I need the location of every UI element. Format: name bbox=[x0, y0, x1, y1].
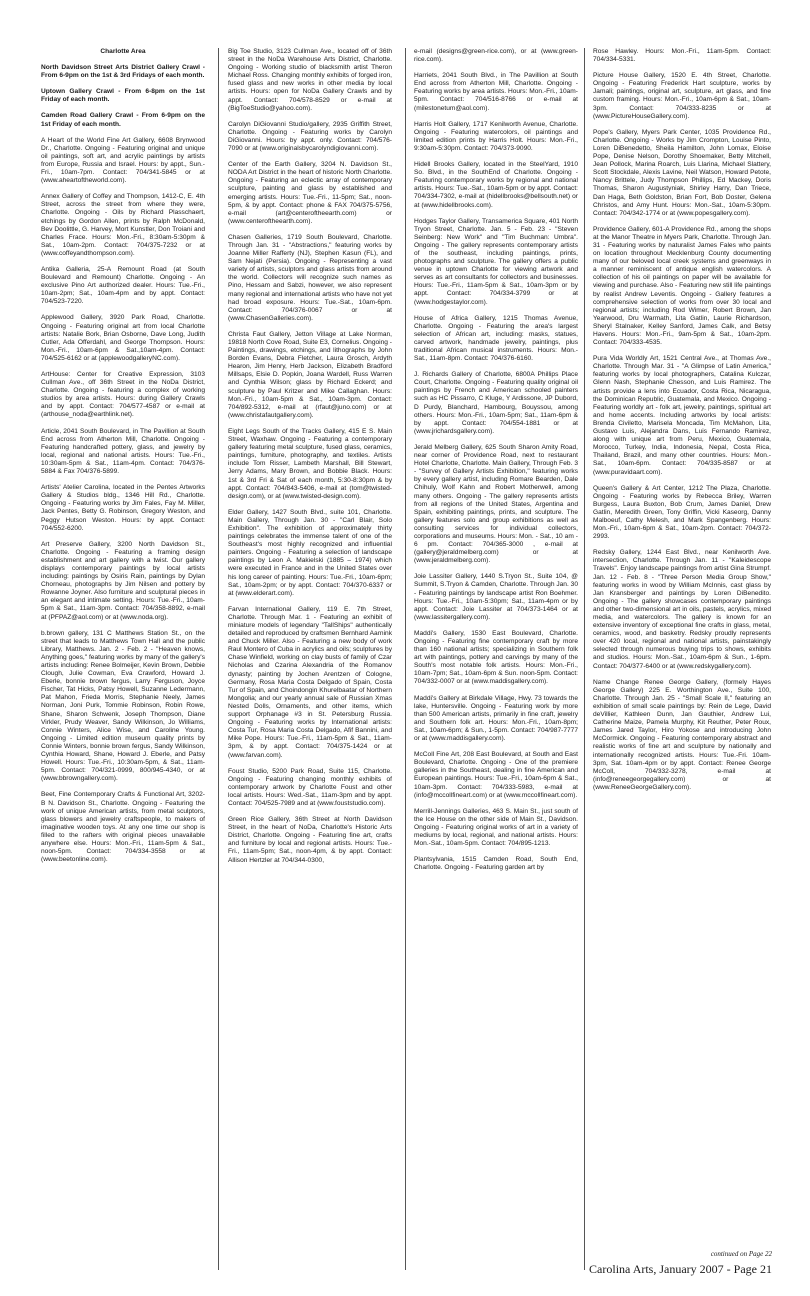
listing-entry: Picture House Gallery, 1520 E. 4th Street, Charlotte. Ongoing - Featuring Frederick Hart sculpture, works by Jamali; paintings, original art, sculpture, art glass, and fine custom framing. Hours: Mon.-Fri., 10am-6pm & Sat., 10am-3pm. Contact: 704/333-8235 or at (www.PictureHouseGallery.com). bbox=[593, 72, 771, 120]
listing-entry: Merrill-Jennings Galleries, 463 S. Main St., just south of the Ice House on the other side of Main St., Davidson. Ongoing - Featuring original works of art in a variety of mediums by local, regional, and national artists. Hours: Mon.-Sat., 10am-5pm. Contact: 704/895-1213. bbox=[414, 807, 578, 848]
listing-entry: North Davidson Street Arts District Gallery Crawl - From 6-9pm on the 1st & 3rd Fridays of each month. bbox=[41, 64, 205, 80]
listing-entry: e-mail (designs@green-rice.com), or at (www.green-rice.com). bbox=[414, 48, 578, 64]
listing-entry: Annex Gallery of Coffey and Thompson, 1412-C, E. 4th Street, across the street from where they were, Charlotte. Ongoing - Oils by Richard Plasschaert, etchings by Gordon Allen, prints by Ralph McDonald, Bev Doolittle, G. Harvey, Mort Kunstler, Don Troiani and Charles Frace. Hours: Mon.-Fri., 8:30am-5:30pm & Sat., 10am-2pm. Contact: 704/375-7232 or at (www.coffeyandthompson.com). bbox=[41, 193, 205, 257]
listing-entry: McColl Fine Art, 208 East Boulevard, at South and East Boulevard, Charlotte. Ongoing - One of the premiere galleries in the Southeast, dealing in fine American and European paintings. Hours: Tue.-Fri., 10am-6pm & Sat., 10am-3pm. Contact: 704/333-5983, e-mail at (info@mccollfineart.com) or at (www.mccollfineart.com). bbox=[414, 751, 578, 799]
listing-entry: Eight Legs South of the Tracks Gallery, 415 E S. Main Street, Waxhaw. Ongoing - Featuring a contemporary gallery featuring metal sculpture, fused glass, ceramics, paintings, furniture, photography, and textiles. Artists include Tom Risser, Lambeth Marshall, Bill Stewart, Jerry Adams, Mary Brown, and Bobbie Black. Hours: 1st & 3rd Fri & Sat of each month, 5:30-8:30pm & by appt. Contact: 704/843-5406, e-mail at (tom@twisted-design.com), or at (www.twisted-design.com). bbox=[228, 427, 392, 500]
listing-entry: J. Richards Gallery of Charlotte, 6800A Phillips Place Court, Charlotte. Ongoing - Featuring quality original oil paintings by French and American schooled painters such as HC Pissarro, C Kluge, Y Ardissone, JP Dubord, D Purdy, Blanchard, Hambourg, Bouyssou, among others. Hours: Mon.-Fri., 10am-5pm; Sat., 11am-6pm & by appt. Contact: 704/554-1881 or at (www.jrichardsgallery.com). bbox=[414, 371, 578, 435]
listing-entry: Uptown Gallery Crawl - From 6-8pm on the 1st Friday of each month. bbox=[41, 88, 205, 104]
listing-entry: Rose Hawley. Hours: Mon.-Fri., 11am-5pm. Contact: 704/334-5331. bbox=[593, 48, 771, 64]
listing-entry: Maddi's Gallery, 1530 East Boulevard, Charlotte. Ongoing - Featuring fine contemporary craft by more than 160 national artists; specializing in Southern folk art with paintings, pottery and carvings by many of the South's most notable folk artists. Hours: Mon.-Fri., 10am-7pm; Sat., 10am-6pm & Sun. noon-5pm. Contact: 704/332-0007 or at (www.maddisgallery.com). bbox=[414, 629, 578, 686]
listing-entry: Carolyn DiGiovanni Studio/gallery, 2935 Griffith Street, Charlotte. Ongoing - Featuring works by Carolyn DiGiovanni. Hours: by appt. only. Contact: 704/576-7090 or at (www.originalsbycarolyndigiovanni.com). bbox=[228, 120, 392, 153]
listing-entry: Pura Vida Worldly Art, 1521 Central Ave., at Thomas Ave., Charlotte. Through Mar. 31 - "A Glimpse of Latin America," featuring works by local photographers, Catalina Kulczar, Glenn Nash, Stephanie Chesson, and Luis Ramirez. The artists provide a lens into Ecuador, Costa Rica, Nicaragua, the Dominican Republic, Guatemala, and Mexico. Ongoing - Featuring worldly art - folk art, jewelry, paintings, spiritual art and home accents. Including artworks by local artists: Brenda Civiletto, Marisela Moncada, Tim McMahon, Lita, Gustavo Luis, Alejandra Dans, Luis Fernando Ramirez, along with unique art from Peru, Mexico, Guatemala, Morocco, Turkey, India, Indonesia, Nepal, Costa Rica, Thailand, Brazil, and many other countries. Hours: Mon.-Sat., 10am-6pm. Contact: 704/335-8587 or at (www.puravidaart.com). bbox=[593, 355, 771, 476]
listing-entry: Big Toe Studio, 3123 Cullman Ave., located off of 36th street in the NoDa Warehouse Arts District, Charlotte. Ongoing - Working studio of blacksmith artist Theron Michael Ross. Changing monthly exhibits of forged iron, fused glass and new works in other media by local artists. Hours: open for NoDa Gallery Crawls and by appt. Contact: 704/578-8529 or e-mail at (BigToeStudio@yahoo.com). bbox=[228, 48, 392, 112]
listing-entry: Jerald Melberg Gallery, 625 South Sharon Amity Road, near corner of Providence Road, next to restaurant Hotel Charlotte, Charlotte. Main Gallery, Through Feb. 3 - "Survey of Gallery Artists Exhibition," featuring works by every gallery artist, including Romare Bearden, Dale Chihuly, Wolf Kahn and Robert Motherwell, among many others. Ongoing - The gallery represents artists from all regions of the United States, Argentina and Spain, exhibiting paintings, prints, and sculpture. The gallery features solo and group exhibitions as well as consulting services for individual collectors, corporations and museums. Hours: Mon. - Sat., 10 am - 6 pm. Contact: 704/365-3000 , e-mail at (gallery@jeraldmelberg.com) or at (www.jeraldmelberg.com). bbox=[414, 443, 578, 565]
listing-entry: House of Africa Gallery, 1215 Thomas Avenue, Charlotte. Ongoing - Featuring the area's largest selection of African art, including: masks, statues, carved artwork, handmade jewelry, paintings, plus traditional African musical instruments. Hours: Mon.-Sat., 11am-8pm. Contact: 704/376-6160. bbox=[414, 314, 578, 363]
listing-column-4 bbox=[593, 48, 771, 1270]
listing-entry: ArtHouse: Center for Creative Expression, 3103 Cullman Ave., off 36th Street in the NoDa District, Charlotte. Ongoing - featuring a complex of working studios by area artists. Hours: during Gallery Crawls and by appt. Contact: 704/577-4587 or e-mail at (arthouse_noda@earthlink.net). bbox=[41, 371, 205, 419]
listing-entry: Chasen Galleries, 1719 South Boulevard, Charlotte. Through Jan. 31 - "Abstractions," featuring works by Joanne Miller Rafferty (NJ), Stephen Kasun (FL), and Sam Nejati (Persia). Ongoing - Representing a vast variety of artists, sculptors and glass artists from around the world. Collectors will recognize such names as Pino, Hessam and Sabzi, however, we also represent many regional and international artists who have not yet had broad exposure. Hours: Tue.-Sat., 10am-6pm. Contact: 704/376-0067 or at (www.ChasenGalleries.com). bbox=[228, 233, 392, 322]
listing-entry: Joie Lassiter Gallery, 1440 S.Tryon St., Suite 104, @ Summit, S.Tryon & Camden, Charlotte. Through Jan. 30 - Featuring paintings by landscape artist Ron Boehmer. Hours: Tue.-Fri., 10am-5:30pm; Sat., 11am-4pm or by appt. Contact: Joie Lassiter at 704/373-1464 or at (www.lassitergallery.com). bbox=[414, 573, 578, 621]
listing-entry: Antika Galleria, 25-A Remount Road (at South Boulevard and Remount) Charlotte. Ongoing - An exclusive Pino Art authorized dealer. Hours: Tue.-Fri., 10am-2pm; Sat., 10am-4pm and by appt. Contact: 704/523-7220. bbox=[41, 265, 205, 306]
listing-entry: Harris Holt Gallery, 1717 Kenilworth Avenue, Charlotte. Ongoing - Featuring watercolors, oil paintings and limited edition prints by Harris Holt. Hours: Mon.-Fri., 9:30am-5:30pm. Contact: 704/373-9090. bbox=[414, 120, 578, 152]
column-divider bbox=[584, 48, 585, 1270]
listing-entry: Artists' Atelier Carolina, located in the Pentes Artworks Gallery & Studios bldg., 1346 Hill Rd., Charlotte. Ongoing - Featuring works by Jim Fales, Fay M. Miller, Jack Pentes, Betty G. Robinson, Gregory Weston, and Peggy Hutson Weston. Hours: by appt. Contact: 704/552-6200. bbox=[41, 484, 205, 532]
page-masthead: Carolina Arts, January 2007 - Page 21 bbox=[589, 1262, 772, 1276]
listing-entry: Farvan International Gallery, 119 E. 7th Street, Charlotte. Through Mar. 1 - Featuring an exhibit of miniature models of legendary "TallShips" authentically detailed and reproduced by craftsmen Bernhard Aarnink and Chuck Miller. Also - Featuring a new body of work Raul Montero of Cuba in acrylics and oils; sculptures by Chase Winfield, working on clay busts of family of Czar Nicholas and Czarina Alexandria of the Romanov dynasty; painting by Jochen Arentzen of Cologne, Germany, Rosa Maria Costa Delgado of Spain, Costa Tur of Spain, and Choindongin Khurelbaatar of Northern Mongolia; and our yearly annual sale of Russian Xmas Nested Dolls, Ornaments, and other items, which support Orphanage #3 in St. Petersburg Russia. Ongoing - Featuring works by International artists: Costa Tur, Rosa Maria Costa Delgado, Afif Bannini, and Mike Pope. Hours: Tue.-Fri., 11am-5pm & Sat., 11am-3pm, & by appt. Contact: 704/375-1424 or at (www.farvan.com). bbox=[228, 605, 392, 759]
listing-entry: Pope's Gallery, Myers Park Center, 1035 Providence Rd., Charlotte. Ongoing - Works by Jim Crompton, Louise Pinto, Loren DiBenedetto, Sheila Hamilton, John Lomax, Eloise Pope, Denise Nelson, Dorothy Shoemaker, Betty Mitchell, Jean Pollock, Marina Roarch, Luis Llarina, Michael Slattery, Scott Stockdale, Alexis Lavine, Neil Watson, Howard Petote, Nancy Brittele, Judy Thompson Phillips, Ed Mackey, Doris Thomas, Sharon Augustyniak, Shirley Harry, Dan Triece, Dan Haga, Beth Goldston, Brian Fort, Bob Doster, Gelena Christos, and Amy Hunt. Hours: Mon.-Sat., 10am-5:30pm. Contact: 704/342-1774 or at (www.popesgallery.com). bbox=[593, 128, 771, 217]
listing-entry: Christa Faut Gallery, Jetton Village at Lake Norman, 19818 North Cove Road, Suite E3, Cornelius. Ongoing - Paintings, drawings, etchings, and lithographs by John Borden Evans, Debra Fletcher, Laura Grosch, Ardyth Hearon, Jim Henry, Herb Jackson, Elizabeth Bradford Millsaps, Elsie D. Popkin, Joana Wardell, Russ Warren and Cynthia Wilson; glass by Richard Eckerd; and sculpture by Paul Kritzer and Mike Callaghan. Hours: Mon.-Fri., 10am-5pm & Sat., 10am-3pm. Contact: 704/892-5312, e-mail at (rfaut@juno.com) or at (www.christafautgallery.com). bbox=[228, 330, 392, 419]
listing-column-2 bbox=[228, 48, 392, 1270]
listing-column-1 bbox=[41, 48, 205, 1270]
listing-entry: Hidell Brooks Gallery, located in the SteelYard, 1910 So. Blvd., in the SouthEnd of Charlotte. Ongoing - Featuring contemporary works by regional and national artists. Hours: Tue.-Sat., 10am-5pm or by appt. Contact: 704/334-7302, e-mail at (hidellbrooks@bellsouth.net) or at (www.hidellbrooks.com). bbox=[414, 161, 578, 209]
listing-entry: Center of the Earth Gallery, 3204 N. Davidson St., NODA Art District in the heart of historic North Charlotte. Ongoing - Featuring an eclectic array of contemporary sculpture, painting and glass by established and emerging artists. Hours: Tue.-Fri., 11-5pm; Sat., noon-5pm, & by appt. Contact: phone & FAX 704/375-5756, e-mail (art@centeroftheearth.com) or (www.centeroftheearth.com). bbox=[228, 161, 392, 225]
listing-entry: Providence Gallery, 601-A Providence Rd., among the shops at the Manor Theatre in Myers Park, Charlotte. Through Jan. 31 - Featuring works by naturalist James Fales who paints on location throughout Mecklenburg County documenting many of our beloved local creek systems and greenways in a manner reminiscent of antique english watercolors. A collection of his oil paintings on paper will be available for viewing and purchase. Also - Featuring new still life paintings by realist Andrew Leventis. Ongoing - Gallery features a comprehensive selection of works from over 30 local and regional artists; including Rod Wimer, Robert Brown, Jan Yearwood, Dru Warmath, Lita Gatlin, Laurie Richardson, Sheryl Stalnaker, Kelley Sanford, James Calk, and Betsy Havens. Hours: Mon.-Fri., 9am-5pm & Sat., 10am-2pm. Contact: 704/333-4535. bbox=[593, 225, 771, 347]
listing-entry: Beet, Fine Contemporary Crafts & Functional Art, 3202-B N. Davidson St., Charlotte. Ongoing - Featuring the work of unique American artists, from metal sculptors, glass blowers and jewelry craftspeople, to makers of imaginative wooden toys. At any one time our shop is filled to the rafters with original pieces unavailable anywhere else. Hours: Mon.-Fri., 11am-5pm & Sat., noon-5pm. Contact: 704/334-3558 or at (www.beetonline.com). bbox=[41, 791, 205, 864]
listing-entry: Camden Road Gallery Crawl - From 6-9pm on the 1st Friday of each month. bbox=[41, 112, 205, 128]
listing-entry: Queen's Gallery & Art Center, 1212 The Plaza, Charlotte. Ongoing - Featuring works by Rebecca Briley, Warren Burgess, Laura Buxton, Bob Crum, James Daniel, Drew Gatlin, Meredith Green, Tony Griffin, Vicki Kaseorg, Danny Malboeuf, Cathy Melesh, and Mark Spangenberg. Hours: Mon.-Fri., 10am-6pm & Sat., 10am-2pm. Contact: 704/372-2993. bbox=[593, 484, 771, 541]
column-divider bbox=[405, 48, 406, 1270]
listing-entry: Art Preserve Gallery, 3200 North Davidson St., Charlotte. Ongoing - Featuring a framing design establishment and art gallery with a twist. Our gallery displays contemporary paintings by local artists including: paintings by Osiris Rain, paintings by Dylan Chorneau, photographs by Jim Nilsen and pottery by Rowanne Joyner. Also furniture and sculptural pieces in an elegant and intimate setting. Hours: Tue.-Fri., 10am-5pm & Sat., 11am-3pm. Contact: 704/358-8892, e-mail at (PFPAZ@aol.com) or at (www.noda.org). bbox=[41, 540, 205, 621]
listing-entry: Plantsylvania, 1515 Camden Road, South End, Charlotte. Ongoing - Featuring garden art by bbox=[414, 856, 578, 872]
listing-entry: Article, 2041 South Boulevard, in The Pavillion at South End across from Atherton Mill, Charlotte. Ongoing - Featuring handcrafted pottery, glass, and jewelry by local, regional and national artists. Hours: Tue.-Fri., 10:30am-5pm & Sat., 11am-4pm. Contact: 704/376-5884 & Fax 704/376-5899. bbox=[41, 427, 205, 476]
listing-entry: Applewood Gallery, 3920 Park Road, Charlotte. Ongoing - Featuring original art from local Charlotte artists: Natalie Bork, Brian Osborne, Dave Long, Judith Cutler, Ada Offerdahl, and George Thompson. Hours: Mon.-Fri., 10am-6pm & Sat.,10am-4pm. Contact: 704/525-6162 or at (applewoodgalleryNC.com). bbox=[41, 314, 205, 362]
listing-entry: Harriets, 2041 South Blvd., in The Pavillion at South End across from Atherton Mill, Charlotte. Ongoing - Featuring works by area artists. Hours: Mon.-Fri., 10am-5pm. Contact: 704/516-8766 or e-mail at (milestonetum@aol.com). bbox=[414, 72, 578, 112]
continued-note: continued on Page 22 bbox=[710, 1250, 772, 1258]
listing-entry: A Heart of the World Fine Art Gallery, 6608 Brynwood Dr., Charlotte. Ongoing - Featuring original and unique oil paintings, soft art, and acrylic paintings by artists from Europe, Russia and Israel. Hours: by appt., Sun.-Fri., 10am-7pm. Contact: 704/341-5845 or at (www.aheartoftheworld.com). bbox=[41, 136, 205, 185]
listing-entry: Hodges Taylor Gallery, Transamerica Square, 401 North Tryon Street, Charlotte. Jan. 5 - Feb. 23 - "Steven Seinberg: New Work" and "Tim Buchman: Umbra". Ongoing - The gallery represents contemporary artists of the southeast, including paintings, prints, photographs and sculpture. The gallery offers a public venue in uptown Charlotte for viewing artwork and serves as art consultants for collectors and businesses. Hours: Tue.-Fri., 11am-5pm & Sat., 10am-3pm or by appt. Contact: 704/334-3799 or at (www.hodgestaylor.com). bbox=[414, 217, 578, 306]
listing-entry: Elder Gallery, 1427 South Blvd., suite 101, Charlotte. Main Gallery, Through Jan. 30 - "Carl Blair, Solo Exhibition". The exhibition of approximately thirty paintings celebrates the immense talent of one of the Southeast's most highly recognized and influential painters. Ongoing - Featuring a selection of landscape paintings by Leon A. Makielski (1885 – 1974) which were executed in France and in the United States over his long career of painting. Hours: Tue.-Fri., 10am-6pm; Sat., 10am-2pm; or by appt. Contact: 704/370-6337 or at (www.elderart.com). bbox=[228, 508, 392, 597]
section-heading: Charlotte Area bbox=[100, 48, 146, 55]
listing-entry: Redsky Gallery, 1244 East Blvd., near Kenilworth Ave. intersection, Charlotte. Through Jan. 11 - "Kaleidescope Travels". Enjoy landscape paintings from artist Gina Strumpf. Jan. 12 - Feb. 8 - "Three Person Media Group Show," featuring works in wood by William McInnis, cast glass by Jan Kransberger and paintings by Loren DiBenedito. Ongoing - The gallery showcases contemporary paintings and other two-dimensional art in oils, pastels, acrylics, mixed media, and watercolors. The gallery is known for an extensive inventory of exceptional fine crafts in glass, metal, ceramics, wood, and basketry. Redsky proudly represents over 420 local, regional and national artists, painstakingly selected through numerous buying trips to shows, exhibits and studios. Hours: Mon.-Sat., 10am-6pm & Sun., 1-6pm. Contact: 704/377-6400 or at (www.redskygallery.com). bbox=[593, 549, 771, 670]
column-divider bbox=[218, 48, 219, 1270]
listing-entry: Green Rice Gallery, 36th Street at North Davidson Street, in the heart of NoDa, Charlotte's Historic Arts District, Charlotte. Ongoing - Featuring fine art, crafts and furniture by local and regional artists. Hours: Tue.-Fri., 11am-5pm; Sat., noon-4pm, & by appt. Contact: Allison Hertzler at 704/344-0300, bbox=[228, 816, 392, 864]
listing-column-3 bbox=[414, 48, 578, 1270]
listing-entry: Name Change Renee George Gallery, (formely Hayes George Gallery) 225 E. Worthington Ave., Suite 100, Charlotte. Through Jan. 25 - "Small Scale II," featuring an exhibition of small scale paintings by: Rein de Lege, David deVillier, Kathleen Dunn, Jan Gauthier, Andrew Lui, Catherine Maize, Pamela Murphy, Kit Reuther, Peter Roux, James Jared Taylor, Hiro Yokose and introducing John McCormick. Ongoing - Featuring contemporary abstract and realistic works of fine art and sculpture by nationally and internationally recognized artists. Hours: Tue.-Fri. 10am-3pm, Sat. 10am-4pm or by appt. Contact: Renee George McColl, 704/332-3278, e-mail at (info@reneegeorgegallery.com) or at (www.ReneeGeorgeGallery.com). bbox=[593, 678, 771, 791]
listing-entry: Foust Studio, 5200 Park Road, Suite 115, Charlotte. Ongoing - Featuring changing monthly exhibits of contemporary artwork by Charlotte Foust and other local artists. Hours: Wed.-Sat., 11am-3pm and by appt. Contact: 704/525-7989 and at (www.fouststudio.com). bbox=[228, 767, 392, 807]
listing-entry: Maddi's Gallery at Birkdale Village, Hwy. 73 towards the lake, Huntersville. Ongoing - Featuring work by more than 500 American artists, primarily in fine craft, jewelry and Southern folk art. Hours: Mon.-Fri., 10am-8pm; Sat., 10am-6pm; & Sun., 1-5pm. Contact: 704/987-7777 or at (www.maddisgallery.com). bbox=[414, 694, 578, 743]
listing-entry: b.brown gallery, 131 C Matthews Station St., on the street that leads to Matthews Town Hall and the public Library, Matthews. Jan. 2 - Feb. 2 - "Heaven knows, Anything goes," featuring works by many of the gallery's artists including: Renee Bolmeijer, Kevin Brown, Debbie Clough, Julie Cowman, Eva Crawford, Howard J. Eberle, bonnie brown fergus, Larry Ferguson, Joyce Fischer, Tat Hicks, Patsy Howell, Suzanne Ledermann, Pat Mahon, Frieda Morris, Stephanie Neely, James Norman, Joni Purk, Tommie Robinson, Robin Rowe, Shane, Sharon Schwenk, Joseph Thompson, Diane Virkler, Prudy Weaver, Sandy Wilkinson, Jo Williams, Connie Winters, Alice Wise, and Caroline Young. Ongoing - Limited edition museum quality prints by Connie Winters, bonnie brown fergus, Sandy Wilkinson, Cynthia Howard, Shane, Howard J. Eberle, and Patsy Howell. Hours: Tue.-Fri., 10:30am-5pm, & Sat., 11am-5pm. Contact: 704/321-0999, 800/945-4340, or at (www.bbrowngallery.com). bbox=[41, 629, 205, 783]
